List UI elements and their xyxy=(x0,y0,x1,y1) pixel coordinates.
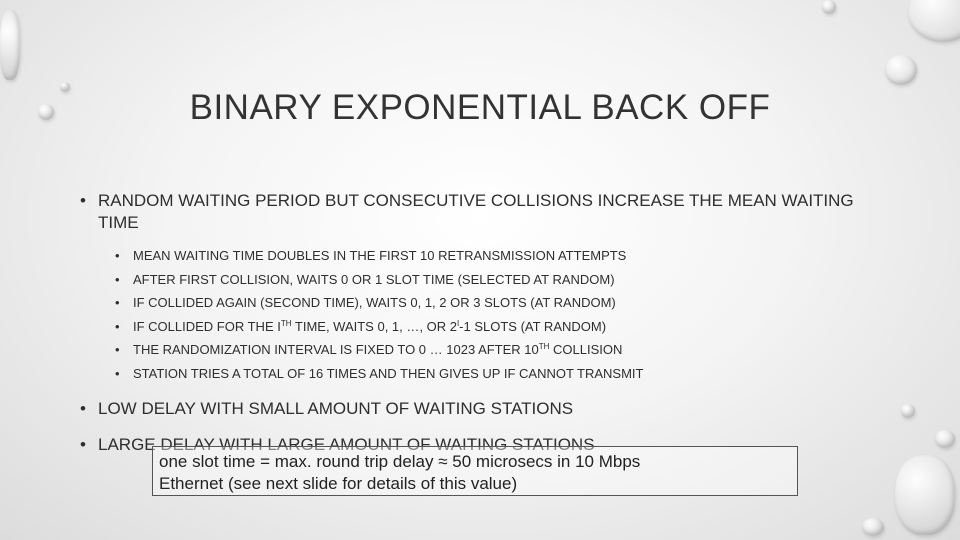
sub-bullet-text: MEAN WAITING TIME DOUBLES IN THE FIRST 10 RETRANSMISSION ATTEMPTS xyxy=(133,248,627,263)
water-drop-decoration xyxy=(885,55,917,85)
sub-bullet-item xyxy=(80,291,880,315)
sub-bullet-item xyxy=(80,338,880,362)
sub-bullet-text-start: THE RANDOMIZATION INTERVAL IS FIXED TO 0 … 1023 AFTER 10 xyxy=(133,342,539,358)
note-line: one slot time = max. round trip delay ≈ 50 microsecs in 10 Mbps xyxy=(159,452,641,471)
slide-title: BINARY EXPONENTIAL BACK OFF xyxy=(189,88,771,127)
bullet-marker: • xyxy=(115,248,120,263)
water-drop-decoration xyxy=(822,0,836,14)
sub-bullet-text: AFTER FIRST COLLISION, WAITS 0 OR 1 SLOT TIME (SELECTED AT RANDOM) xyxy=(133,271,615,287)
water-drop-decoration xyxy=(895,455,955,535)
water-drop-decoration xyxy=(908,0,960,42)
sub-bullet-text-middle: TIME, WAITS 0, 1, …, OR 2 xyxy=(291,318,457,334)
water-drop-decoration xyxy=(935,430,955,448)
water-drop-decoration xyxy=(862,518,884,536)
water-drop-decoration xyxy=(901,404,915,418)
slide-content xyxy=(80,190,880,466)
superscript-th: TH xyxy=(538,342,550,352)
sub-bullet-text-end: -1 SLOTS (AT RANDOM) xyxy=(459,318,607,334)
bullet-text: LOW DELAY WITH SMALL AMOUNT OF WAITING STATIONS xyxy=(98,398,574,418)
superscript-exponent: I xyxy=(456,318,460,328)
note-line: Ethernet (see next slide for details of this value) xyxy=(159,474,518,493)
bullet-marker: • xyxy=(115,342,120,358)
water-drop-decoration xyxy=(0,10,20,80)
bullet-item xyxy=(80,398,880,420)
sub-bullet-item xyxy=(80,268,880,292)
sub-bullet-text: STATION TRIES A TOTAL OF 16 TIMES AND THEN GIVES UP IF CANNOT TRANSMIT xyxy=(133,365,644,381)
sub-bullet-text-end: COLLISION xyxy=(549,342,623,358)
bullet-marker: • xyxy=(115,271,120,287)
bullet-marker: • xyxy=(80,398,86,418)
sub-bullet-text: IF COLLIDED AGAIN (SECOND TIME), WAITS 0, 1, 2 OR 3 SLOTS (AT RANDOM) xyxy=(133,295,616,311)
sub-bullet-list xyxy=(80,244,880,386)
bullet-marker: • xyxy=(80,434,86,454)
bullet-text: LARGE DELAY WITH LARGE AMOUNT OF WAITING STATIONS xyxy=(98,434,595,454)
sub-bullet-text-start: IF COLLIDED FOR THE I xyxy=(133,318,281,334)
sub-bullet-item xyxy=(80,244,880,268)
bullet-marker: • xyxy=(115,318,120,334)
sub-bullet-item xyxy=(80,362,880,386)
bullet-marker: • xyxy=(80,191,86,210)
bullet-marker: • xyxy=(115,295,120,311)
slot-time-note-box xyxy=(152,446,798,496)
bullet-item xyxy=(80,190,880,234)
bullet-marker: • xyxy=(115,365,120,381)
sub-bullet-item xyxy=(80,315,880,339)
superscript-th: TH xyxy=(280,318,292,328)
bullet-text: RANDOM WAITING PERIOD BUT CONSECUTIVE COLLISIONS INCREASE THE MEAN WAITING TIME xyxy=(98,191,854,232)
